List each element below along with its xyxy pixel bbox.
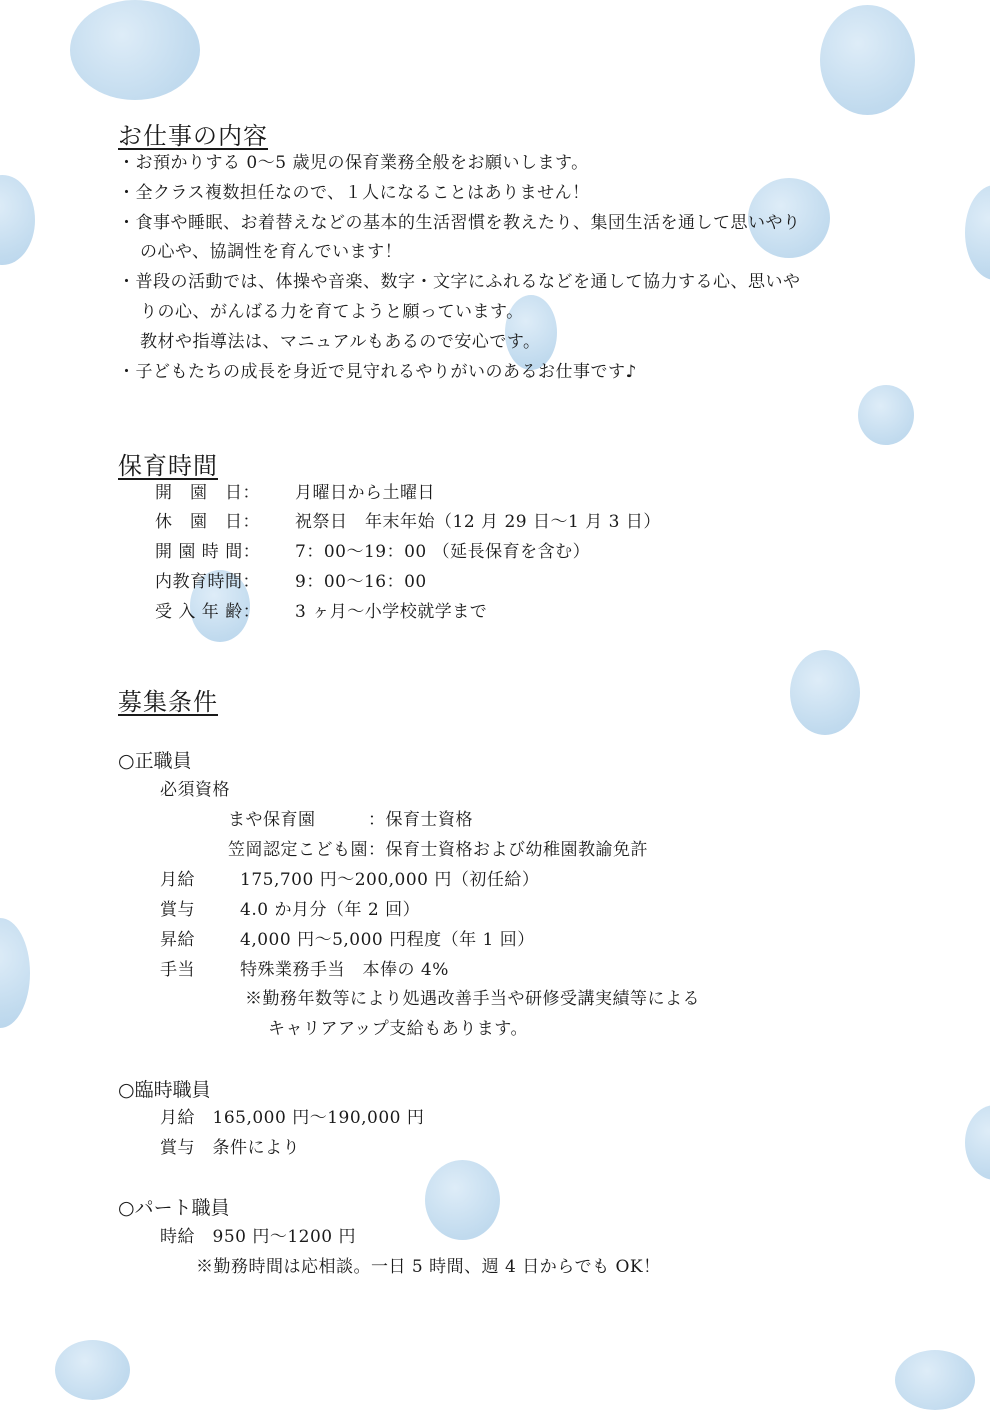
allowance-note: ※勤務年数等により処遇改善手当や研修受講実績等による — [245, 989, 700, 1009]
job-line: ・お預かりする 0～5 歳児の保育業務全般をお願いします。 — [118, 153, 589, 173]
hours-label: 受 入 年 齢： — [155, 602, 261, 622]
job-line: ・子どもたちの成長を身近で見守れるやりがいのあるお仕事です♪ — [118, 362, 637, 382]
temporary-bonus: 賞与 条件により — [160, 1138, 300, 1158]
hours-row — [155, 541, 590, 563]
pay-row — [160, 869, 539, 891]
heading-job-content: お仕事の内容 — [118, 122, 268, 150]
hours-value: 祝祭日 年末年始（12 月 29 日～1 月 3 日） — [295, 512, 661, 532]
hours-label: 開 園 日： — [155, 483, 260, 503]
job-line: の心や、協調性を育んでいます！ — [140, 242, 403, 262]
hours-row — [155, 511, 661, 533]
pay-label: 昇給 — [160, 930, 195, 950]
qualification-kasaoka: 笠岡認定こども園：保育士資格および幼稚園教諭免許 — [228, 840, 648, 860]
pay-row — [160, 929, 535, 951]
pay-value: 4,000 円～5,000 円程度（年 1 回） — [240, 930, 535, 950]
job-line: 教材や指導法は、マニュアルもあるので安心です。 — [140, 332, 541, 352]
job-line: ・食事や睡眠、お着替えなどの基本的生活習慣を教えたり、集団生活を通して思いやり — [118, 213, 801, 233]
pay-label: 月給 — [160, 870, 195, 890]
hours-value: 7：00～19：00 （延長保育を含む） — [295, 542, 591, 562]
job-line: りの心、がんばる力を育てようと願っています。 — [140, 302, 524, 322]
subheading-temporary: ○臨時職員 — [118, 1079, 211, 1101]
hours-row — [155, 601, 487, 623]
heading-childcare-hours: 保育時間 — [118, 452, 218, 480]
qualification-maya: まや保育園 ：保育士資格 — [228, 810, 473, 830]
temporary-pay: 月給 165,000 円～190,000 円 — [160, 1108, 425, 1128]
subheading-full-time: ○正職員 — [118, 750, 192, 772]
hours-row — [155, 571, 427, 593]
allowance-note: キャリアアップ支給もあります。 — [268, 1019, 528, 1039]
pay-row — [160, 959, 449, 981]
qualification-label: 必須資格 — [160, 780, 230, 800]
hours-value: 3 ヶ月～小学校就学まで — [295, 602, 488, 622]
hours-value: 9：00～16：00 — [295, 572, 427, 592]
job-line: ・普段の活動では、体操や音楽、数字・文字にふれるなどを通して協力する心、思いや — [118, 272, 801, 292]
job-line: ・全クラス複数担任なので、１人になることはありません！ — [118, 183, 590, 203]
pay-row — [160, 899, 420, 921]
heading-recruitment-conditions: 募集条件 — [118, 688, 218, 716]
hours-label: 休 園 日： — [155, 512, 260, 532]
hours-label: 内教育時間： — [155, 572, 260, 592]
hours-row — [155, 482, 435, 504]
pay-value: 特殊業務手当 本俸の 4% — [240, 960, 449, 980]
part-time-pay: 時給 950 円～1200 円 — [160, 1227, 357, 1247]
subheading-part-time: ○パート職員 — [118, 1197, 230, 1219]
hours-value: 月曜日から土曜日 — [295, 483, 435, 503]
pay-label: 賞与 — [160, 900, 195, 920]
pay-label: 手当 — [160, 960, 195, 980]
part-time-note: ※勤務時間は応相談。一日 5 時間、週 4 日からでも OK！ — [196, 1257, 661, 1277]
hours-label: 開 園 時 間： — [155, 542, 261, 562]
pay-value: 175,700 円～200,000 円（初任給） — [240, 870, 540, 890]
pay-value: 4.0 か月分（年 2 回） — [240, 900, 421, 920]
